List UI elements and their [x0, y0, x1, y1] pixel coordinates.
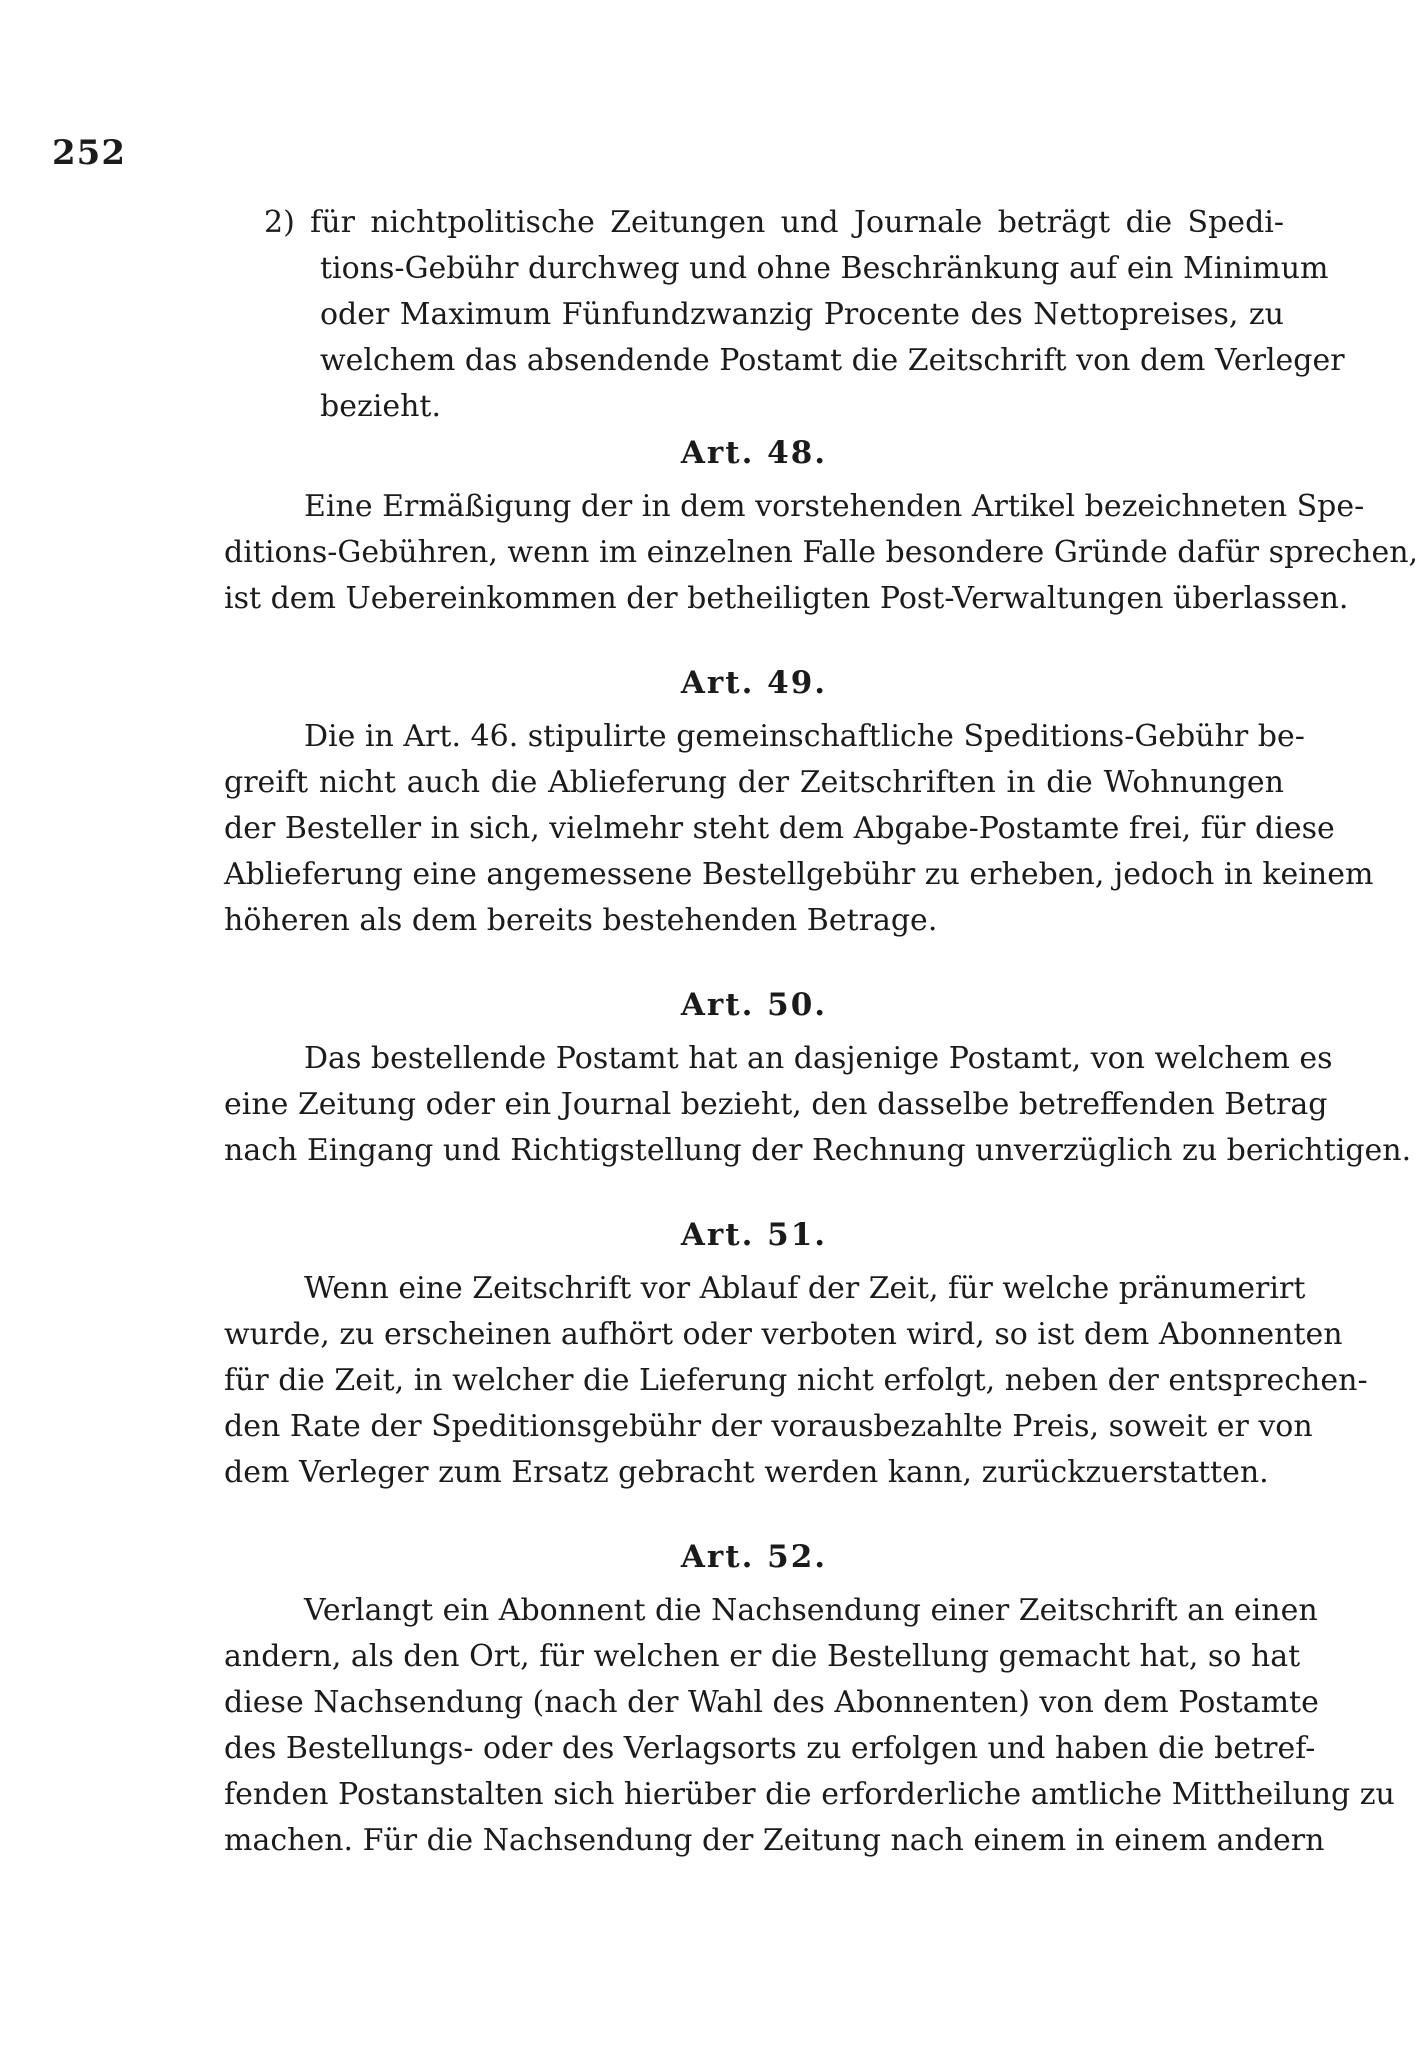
article-heading: Art. 50. — [680, 987, 828, 1023]
article-line: diese Nachsendung (nach der Wahl des Abonnenten) von dem Postamte — [224, 1685, 1319, 1720]
item-2-line: tions-Gebühr durchweg und ohne Beschränkung auf ein Minimum — [320, 251, 1329, 286]
article-line: nach Eingang und Richtigstellung der Rechnung unverzüglich zu berichtigen. — [224, 1133, 1412, 1168]
article-line: Die in Art. 46. stipulirte gemeinschaftliche Speditions-Gebühr be- — [304, 719, 1305, 754]
article-line: Wenn eine Zeitschrift vor Ablauf der Zeit, für welche pränumerirt — [304, 1271, 1306, 1306]
article-52 — [224, 1534, 1395, 1864]
article-line: machen. Für die Nachsendung der Zeitung nach einem in einem andern — [224, 1823, 1325, 1858]
article-line: andern, als den Ort, für welchen er die Bestellung gemacht hat, so hat — [224, 1639, 1301, 1674]
article-line: ist dem Uebereinkommen der betheiligten Post-Verwaltungen überlassen. — [224, 581, 1349, 616]
article-line: für die Zeit, in welcher die Lieferung nicht erfolgt, neben der entsprechen- — [224, 1363, 1368, 1398]
article-line: Das bestellende Postamt hat an dasjenige Postamt, von welchem es — [304, 1041, 1333, 1076]
article-line: dem Verleger zum Ersatz gebracht werden kann, zurückzuerstatten. — [224, 1455, 1269, 1490]
article-49 — [224, 660, 1374, 944]
article-line: eine Zeitung oder ein Journal bezieht, den dasselbe betreffenden Betrag — [224, 1087, 1328, 1122]
article-heading: Art. 51. — [680, 1217, 828, 1253]
page-body — [224, 200, 1418, 1864]
item-2-line: 2) für nichtpolitische Zeitungen und Journale beträgt die Spedi- — [264, 205, 1284, 240]
item-2-line: welchem das absendende Postamt die Zeitschrift von dem Verleger — [320, 343, 1345, 378]
page-number: 252 — [52, 133, 126, 173]
article-line: Ablieferung eine angemessene Bestellgebühr zu erheben, jedoch in keinem — [224, 857, 1374, 892]
article-48 — [224, 430, 1418, 622]
item-2-line: oder Maximum Fünfundzwanzig Procente des Nettopreises, zu — [320, 297, 1284, 332]
item-2 — [224, 200, 1345, 430]
article-line: wurde, zu erscheinen aufhört oder verboten wird, so ist dem Abonnenten — [224, 1317, 1343, 1352]
article-heading: Art. 48. — [680, 435, 828, 471]
article-line: der Besteller in sich, vielmehr steht dem Abgabe-Postamte frei, für diese — [224, 811, 1335, 846]
article-line: den Rate der Speditionsgebühr der vorausbezahlte Preis, soweit er von — [224, 1409, 1313, 1444]
article-line: höheren als dem bereits bestehenden Betrage. — [224, 903, 938, 938]
article-line: Eine Ermäßigung der in dem vorstehenden Artikel bezeichneten Spe- — [304, 489, 1365, 524]
article-line: ditions-Gebühren, wenn im einzelnen Falle besondere Gründe dafür sprechen, — [224, 535, 1418, 570]
article-heading: Art. 52. — [680, 1539, 828, 1575]
article-line: Verlangt ein Abonnent die Nachsendung einer Zeitschrift an einen — [304, 1593, 1318, 1628]
article-heading: Art. 49. — [680, 665, 828, 701]
article-line: greift nicht auch die Ablieferung der Zeitschriften in die Wohnungen — [224, 765, 1284, 800]
item-2-line: bezieht. — [320, 389, 442, 424]
article-line: fenden Postanstalten sich hierüber die erforderliche amtliche Mittheilung zu — [224, 1777, 1395, 1812]
article-51 — [224, 1212, 1368, 1496]
article-line: des Bestellungs- oder des Verlagsorts zu erfolgen und haben die betref- — [224, 1731, 1316, 1766]
article-50 — [224, 982, 1412, 1174]
